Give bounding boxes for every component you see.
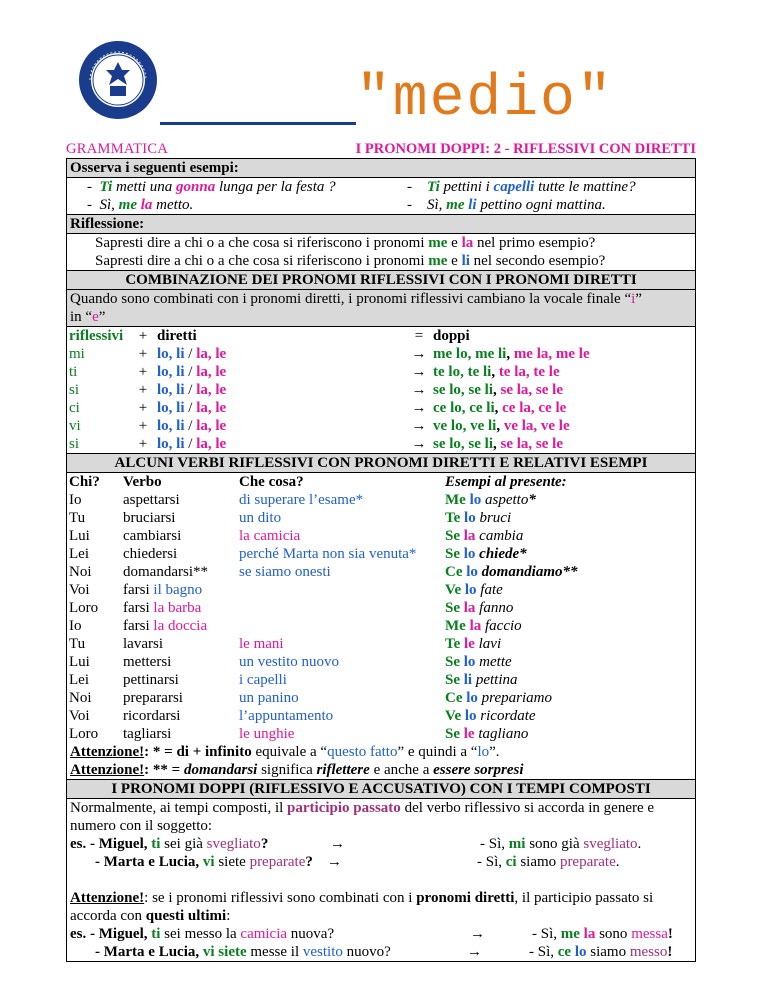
arrow-sign: → bbox=[411, 346, 427, 362]
verb-object bbox=[237, 617, 443, 635]
composti-title: I PRONOMI DOPPI (RIFLESSIVO E ACCUSATIVO) CON I TEMPI COMPOSTI bbox=[67, 779, 695, 799]
note-2: Attenzione!: ** = domandarsi significa riflettere e anche a essere sorpresi bbox=[70, 762, 524, 778]
direct-pronouns: lo, li / la, le bbox=[157, 400, 227, 416]
verb-infinitive: mettersi bbox=[123, 654, 172, 670]
verb-infinitive: farsi la barba bbox=[123, 600, 202, 616]
verbs-table bbox=[67, 473, 695, 743]
verb-subject: Loro bbox=[69, 726, 99, 742]
examples-row-2 bbox=[67, 196, 695, 214]
direct-pronouns: lo, li / la, le bbox=[157, 364, 227, 380]
plus-sign: + bbox=[138, 436, 148, 452]
reflection-title: Riflessione: bbox=[67, 214, 695, 234]
composti-ex2-question: - Marta e Lucia, vi siete preparate? bbox=[95, 854, 313, 870]
verb-subject: Lei bbox=[69, 672, 89, 688]
verb-example: Ce lo domandiamo** bbox=[445, 564, 578, 580]
composti-att-2: accorda con questi ultimi: bbox=[70, 908, 231, 924]
verb-infinitive: chiedersi bbox=[123, 546, 178, 562]
plus-sign: + bbox=[138, 346, 148, 362]
composti-example-2 bbox=[67, 853, 695, 871]
col-header-examples: Esempi al presente: bbox=[445, 474, 567, 490]
composti-ex2-answer: - Sì, ci siamo preparate. bbox=[477, 854, 620, 870]
spacer bbox=[67, 871, 695, 889]
plus-sign: + bbox=[138, 364, 148, 380]
composti-ex4-arrow: → bbox=[467, 944, 482, 960]
verb-object: se siamo onesti bbox=[239, 564, 331, 580]
top-bar bbox=[66, 140, 696, 158]
double-pronouns: me lo, me li, me la, me le bbox=[433, 346, 590, 362]
composti-example-1 bbox=[67, 835, 695, 853]
composti-ex3-answer: - Sì, me la sono messa! bbox=[532, 926, 673, 942]
plus-sign: + bbox=[138, 418, 148, 434]
verb-subject: Voi bbox=[69, 708, 90, 724]
composti-intro-1: Normalmente, ai tempi composti, il participio passato del verbo riflessivo si accorda in genere e bbox=[70, 800, 655, 816]
examples-title: Osserva i seguenti esempi: bbox=[67, 159, 695, 178]
verb-object: un dito bbox=[239, 510, 282, 526]
verb-subject: Voi bbox=[69, 582, 90, 598]
verb-infinitive: prepararsi bbox=[123, 690, 183, 706]
reflection-question-1: Sapresti dire a chi o a che cosa si riferiscono i pronomi me e la nel primo esempio? bbox=[95, 235, 596, 251]
verb-object: i capelli bbox=[239, 672, 287, 688]
composti-ex1-arrow: → bbox=[330, 836, 345, 852]
verb-subject: Lui bbox=[69, 528, 90, 544]
verb-object bbox=[237, 599, 443, 617]
verb-object: le unghie bbox=[239, 726, 295, 742]
verb-example: Ve lo ricordate bbox=[445, 708, 536, 724]
composti-example-4 bbox=[67, 943, 695, 961]
col-header-what: Che cosa? bbox=[239, 474, 304, 490]
verb-infinitive: farsi il bagno bbox=[123, 582, 203, 598]
col-header-who: Chi? bbox=[69, 474, 100, 490]
example-1a: - Ti metti una gonna lunga per la festa ? bbox=[87, 179, 336, 195]
verb-subject: Io bbox=[69, 492, 82, 508]
verb-infinitive: farsi la doccia bbox=[123, 618, 208, 634]
reflexive-pronoun: mi bbox=[69, 346, 85, 362]
verb-example: Se le tagliano bbox=[445, 726, 529, 742]
verb-example: Se lo chiede* bbox=[445, 546, 527, 562]
arrow-sign: → bbox=[411, 436, 427, 452]
category-label: GRAMMATICA bbox=[66, 141, 169, 157]
verb-infinitive: tagliarsi bbox=[123, 726, 172, 742]
university-seal-logo bbox=[78, 40, 158, 120]
composti-example-3 bbox=[67, 925, 695, 943]
examples-row-1 bbox=[67, 178, 695, 196]
plus-sign: + bbox=[138, 400, 148, 416]
verb-example: Te lo bruci bbox=[445, 510, 512, 526]
direct-pronouns: lo, li / la, le bbox=[157, 418, 227, 434]
title-underline bbox=[160, 122, 356, 125]
verb-subject: Noi bbox=[69, 690, 92, 706]
verb-infinitive: ricordarsi bbox=[123, 708, 181, 724]
verb-subject: Io bbox=[69, 618, 82, 634]
combination-intro-line-2: in “e” bbox=[70, 309, 106, 325]
verb-object: di superare l’esame* bbox=[239, 492, 364, 508]
topic-label: I PRONOMI DOPPI: 2 - RIFLESSIVI CON DIRETTI bbox=[355, 141, 696, 157]
verb-subject: Tu bbox=[69, 636, 86, 652]
composti-ex3-question: es. - Miguel, ti sei messo la camicia nuova? bbox=[70, 926, 335, 942]
combination-intro bbox=[67, 290, 695, 327]
verb-example: Se la fanno bbox=[445, 600, 514, 616]
verb-infinitive: pettinarsi bbox=[123, 672, 179, 688]
document-header bbox=[0, 0, 768, 140]
composti-ex4-answer: - Sì, ce lo siamo messo! bbox=[529, 944, 673, 960]
arrow-sign: → bbox=[411, 418, 427, 434]
col-header-verb: Verbo bbox=[123, 474, 162, 490]
verb-example: Ve lo fate bbox=[445, 582, 503, 598]
col-header-equals: = bbox=[414, 328, 424, 344]
composti-ex3-arrow: → bbox=[470, 926, 485, 942]
verb-subject: Lui bbox=[69, 654, 90, 670]
composti-ex1-question: es. - Miguel, ti sei già svegliato? bbox=[70, 836, 269, 852]
composti-ex4-question: - Marta e Lucia, vi siete messe il vestito nuovo? bbox=[95, 944, 391, 960]
reflection-question-2: Sapresti dire a chi o a che cosa si riferiscono i pronomi me e li nel secondo esempio? bbox=[95, 253, 606, 269]
reflexive-pronoun: si bbox=[69, 436, 80, 452]
composti-ex2-arrow: → bbox=[327, 854, 342, 870]
double-pronouns: ce lo, ce li, ce la, ce le bbox=[433, 400, 567, 416]
verb-subject: Loro bbox=[69, 600, 99, 616]
direct-pronouns: lo, li / la, le bbox=[157, 436, 227, 452]
verb-example: Ce lo prepariamo bbox=[445, 690, 552, 706]
col-header-riflessivi: riflessivi bbox=[69, 328, 124, 344]
reflexive-pronoun: si bbox=[69, 382, 80, 398]
verb-object: la camicia bbox=[239, 528, 301, 544]
verb-object bbox=[237, 581, 443, 599]
double-pronouns: te lo, te li, te la, te le bbox=[433, 364, 560, 380]
verb-subject: Noi bbox=[69, 564, 92, 580]
verb-infinitive: cambiarsi bbox=[123, 528, 182, 544]
col-header-plus: + bbox=[138, 328, 148, 344]
combination-intro-line-1: Quando sono combinati con i pronomi diretti, i pronomi riflessivi cambiano la vocale finale “i” bbox=[70, 291, 642, 307]
verb-object: le mani bbox=[239, 636, 284, 652]
combination-title: COMBINAZIONE DEI PRONOMI RIFLESSIVI CON I PRONOMI DIRETTI bbox=[67, 270, 695, 290]
verb-example: Me la faccio bbox=[445, 618, 522, 634]
col-header-doppi: doppi bbox=[433, 328, 470, 344]
example-2b: - Sì, me li pettino ogni mattina. bbox=[407, 197, 606, 213]
note-1: Attenzione!: * = di + infinito equivale a “questo fatto” e quindi a “lo”. bbox=[70, 744, 500, 760]
example-1b: - Sì, me la metto. bbox=[87, 197, 194, 213]
reflexive-pronoun: vi bbox=[69, 418, 81, 434]
composti-intro-2: numero con il soggetto: bbox=[70, 818, 213, 834]
verb-infinitive: domandarsi** bbox=[123, 564, 208, 580]
verb-object: un panino bbox=[239, 690, 299, 706]
verb-infinitive: aspettarsi bbox=[123, 492, 180, 508]
reflexive-pronoun: ti bbox=[69, 364, 78, 380]
verb-example: Se la cambia bbox=[445, 528, 524, 544]
reflexive-pronoun: ci bbox=[69, 400, 80, 416]
verb-infinitive: lavarsi bbox=[123, 636, 163, 652]
double-pronouns: se lo, se li, se la, se le bbox=[433, 436, 563, 452]
arrow-sign: → bbox=[411, 400, 427, 416]
verb-object: perché Marta non sia venuta* bbox=[239, 546, 417, 562]
double-pronouns: ve lo, ve li, ve la, ve le bbox=[433, 418, 570, 434]
composti-att-1: Attenzione!: se i pronomi riflessivi sono combinati con i pronomi diretti, il participio passato si bbox=[70, 890, 654, 906]
verb-example: Se li pettina bbox=[445, 672, 518, 688]
verb-object: l’appuntamento bbox=[239, 708, 334, 724]
verb-example: Se lo mette bbox=[445, 654, 512, 670]
arrow-sign: → bbox=[411, 364, 427, 380]
verb-example: Te le lavi bbox=[445, 636, 502, 652]
example-2a: - Ti pettini i capelli tutte le mattine? bbox=[407, 179, 636, 195]
direct-pronouns: lo, li / la, le bbox=[157, 382, 227, 398]
composti-ex1-answer: - Sì, mi sono già svegliato. bbox=[480, 836, 642, 852]
document-title: "medio" bbox=[356, 67, 614, 132]
verb-subject: Tu bbox=[69, 510, 86, 526]
col-header-diretti: diretti bbox=[157, 328, 197, 344]
verb-subject: Lei bbox=[69, 546, 89, 562]
main-table bbox=[66, 158, 696, 962]
combination-table bbox=[67, 327, 695, 453]
verb-infinitive: bruciarsi bbox=[123, 510, 176, 526]
verbs-title: ALCUNI VERBI RIFLESSIVI CON PRONOMI DIRETTI E RELATIVI ESEMPI bbox=[67, 453, 695, 473]
arrow-sign: → bbox=[411, 382, 427, 398]
double-pronouns: se lo, se li, se la, se le bbox=[433, 382, 563, 398]
verb-example: Me lo aspetto* bbox=[445, 492, 536, 508]
verb-object: un vestito nuovo bbox=[239, 654, 339, 670]
document-body bbox=[66, 140, 696, 962]
plus-sign: + bbox=[138, 382, 148, 398]
direct-pronouns: lo, li / la, le bbox=[157, 346, 227, 362]
